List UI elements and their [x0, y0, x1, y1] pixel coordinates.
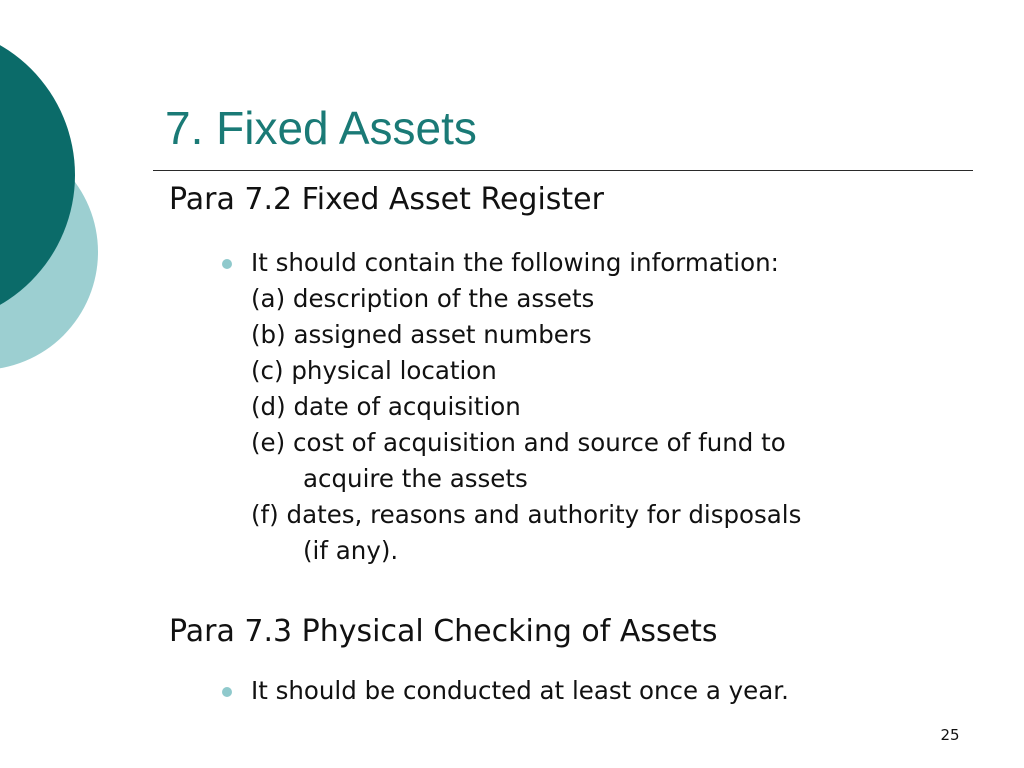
bullet-item [222, 245, 801, 569]
register-item-f-continuation: (if any). [303, 536, 399, 565]
register-item-a: (a) description of the assets [251, 284, 595, 313]
bullet-dot-icon [222, 687, 232, 697]
bullet-intro-text: It should contain the following information: [251, 248, 779, 277]
bullet-dot-icon [222, 259, 232, 269]
register-item-e: (e) cost of acquisition and source of fund to [251, 428, 786, 457]
page-number: 25 [940, 726, 960, 744]
section-heading-physical-checking: Para 7.3 Physical Checking of Assets [169, 614, 718, 649]
register-item-c: (c) physical location [251, 356, 497, 385]
slide-title: 7. Fixed Assets [165, 102, 477, 154]
decorative-circles [0, 0, 110, 410]
title-divider [153, 170, 973, 171]
section-heading-fixed-asset-register: Para 7.2 Fixed Asset Register [169, 182, 604, 217]
register-item-f: (f) dates, reasons and authority for disposals [251, 500, 802, 529]
bullet-text: It should be conducted at least once a year. [251, 676, 789, 705]
bullet-item [222, 673, 789, 709]
register-item-e-continuation: acquire the assets [303, 464, 528, 493]
bullet-list-physical-checking [222, 673, 789, 709]
bullet-list-fixed-asset-register [222, 245, 801, 569]
register-item-d: (d) date of acquisition [251, 392, 521, 421]
register-item-b: (b) assigned asset numbers [251, 320, 592, 349]
